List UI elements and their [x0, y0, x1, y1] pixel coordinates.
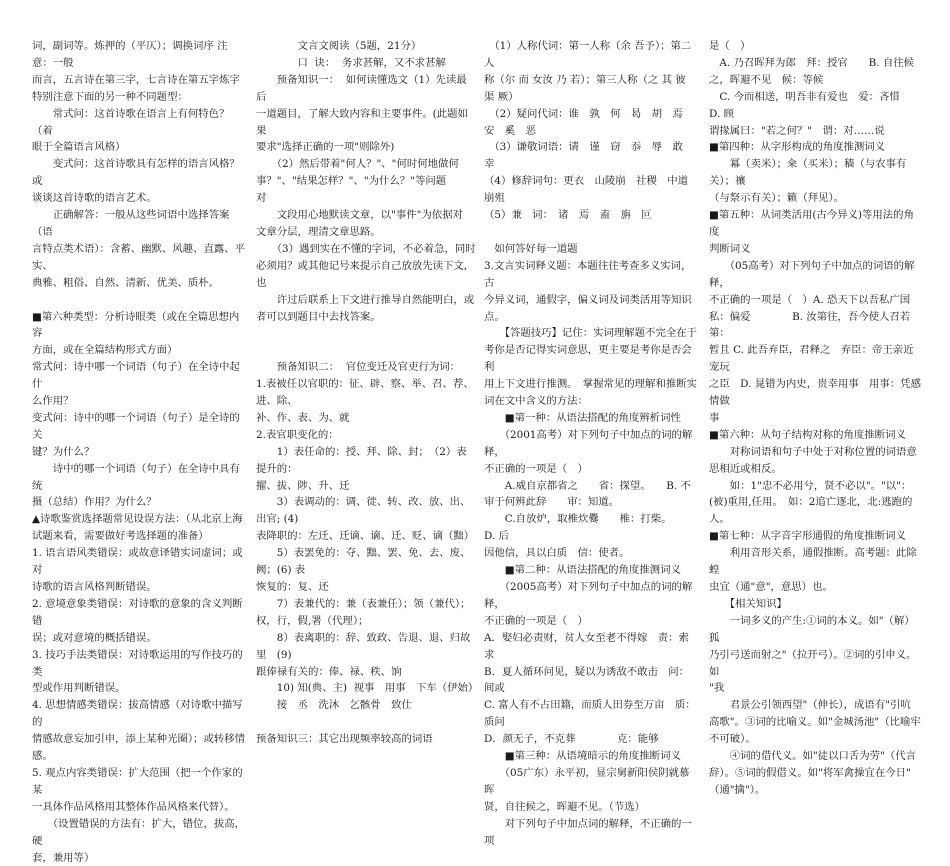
text-line: 特别注意下面的另一种不同题型： — [32, 89, 248, 106]
text-line: 言特点类术语）：含蓄、幽默、风趣、直露、平实、 — [32, 241, 248, 275]
text-line: （2001高考）对下列句子中加点的词的解释， — [484, 427, 698, 461]
text-line: 一具体作品风格用其整体作品风格来代替）。 — [32, 799, 248, 816]
text-line: 乃引弓送而射之"（拉开弓）。②词的引申义。如 — [709, 647, 921, 681]
text-column-1 — [32, 38, 248, 866]
text-line: C.自放炉，取椎炊爨 椎：打柴。 D. 后 — [484, 511, 698, 545]
text-line: 君景公引领西望"（伸长），成语有"引吭 — [709, 697, 921, 714]
text-line: 预备知识二： 官位变迁及官吏行为词： — [256, 359, 476, 376]
text-line: (被)重用,任用。 如：2追亡逐北，北:逃跑的人。 — [709, 494, 921, 528]
text-line: 如：1"忠不必用兮，贤不必以"。"以"： — [709, 478, 921, 495]
text-line: 虫宜（通"意"，意思）也。 — [709, 579, 921, 596]
text-line: 用上下文进行推测。 掌握常见的理解和推断实 — [484, 376, 698, 393]
text-line: 文言文阅读（5题，21分） — [256, 38, 476, 55]
text-line: 因他信，具以白质 信：使者。 — [484, 545, 698, 562]
text-line: 高歌"。③词的比喻义。如"金城汤池"（比喻牢 — [709, 714, 921, 731]
text-line: 预备知识一： 如何读懂选文（1）先读最后 — [256, 72, 476, 106]
text-column-3 — [484, 38, 698, 850]
text-line: C. 今而相送，明吾非有爱也 爱：吝惜 D. 顾 — [709, 89, 921, 123]
text-line: ■第三种：从语境暗示的角度推断词义 — [484, 748, 698, 765]
text-line: （与祭示有关）；籁（拜见）。 — [709, 190, 921, 207]
text-line: ■第七种：从字音字形通假的角度推断词义 — [709, 528, 921, 545]
text-line: 谈谈这首诗歌的语言艺术。 — [32, 190, 248, 207]
text-line: 考你是否记得实词意思，更主要是考你是否会利 — [484, 342, 698, 376]
text-line: A.威自京都省之 省：探望。 B. 不 — [484, 478, 698, 495]
text-line: 判断词义 — [709, 241, 921, 258]
text-line: 5）表罢免的：夺、黜、罢、免、去、废、阙；(6) 表 — [256, 545, 476, 579]
text-line: 权，行，假,署（代理）； — [256, 613, 476, 630]
text-line: 谓掾属曰："若之何？" 谓：对……说 — [709, 123, 921, 140]
text-line: 不可破）。 — [709, 731, 921, 748]
text-line — [484, 224, 698, 241]
text-line: 【答题技巧】记住：实词理解题不完全在于 — [484, 325, 698, 342]
text-line: （2）疑问代词：谁 孰 何 曷 胡 焉 — [484, 106, 698, 123]
text-line — [256, 342, 476, 359]
text-line: A．娶妇必责财，贫人女至老不得嫁 责：索求 — [484, 630, 698, 664]
text-line: 冪（卖米）；籴（买米）；穑（与农事有关）；禳 — [709, 156, 921, 190]
text-line: 事？"、"结果怎样？"、"为什么？"等问题 — [256, 173, 476, 190]
text-line: C. 富人有不占田籍，而质人田券至万亩 质：质问 — [484, 697, 698, 731]
text-line: 变式问：诗中的哪一个词语（句子）是全诗的关 — [32, 410, 248, 444]
text-line: 诗中的哪一个词语（句子）在全诗中具有统 — [32, 461, 248, 495]
text-line: 利用音形关系，通假推断。高考题：此除蝗 — [709, 545, 921, 579]
text-line: （通"擒"）。 — [709, 782, 921, 799]
text-line: 思相近或相反。 — [709, 461, 921, 478]
text-line: 一词多义的产生:①词的本义。如"（解）狐 — [709, 613, 921, 647]
text-line: 跟俸禄有关的：俸、禄、秩、饷 — [256, 664, 476, 681]
text-line: （2）然后带着"何人？"、"何时何地做何 — [256, 156, 476, 173]
text-line: （05广东）永平初，显宗舅新阳侯阴就慕晖 — [484, 765, 698, 799]
text-line: 不正确的一项是（ ） — [484, 461, 698, 478]
text-line: 误；或对意境的概括错误。 — [32, 630, 248, 647]
text-line: ■第四种：从字形构成的角度推测词义 — [709, 139, 921, 156]
text-line: 5. 观点内容类错误：扩大范围（把一个作家的某 — [32, 765, 248, 799]
text-line: 而言，五言诗在第三字，七言诗在第五字炼字 — [32, 72, 248, 89]
text-line: 暂且 C. 此吾弃臣，君释之 弃臣：帝王亲近宠玩 — [709, 342, 921, 376]
text-line: ■第六种：从句子结构对称的角度推断词义 — [709, 427, 921, 444]
text-line: 7）表兼代的：兼（表兼任）；领（兼代）； — [256, 596, 476, 613]
text-line: 键？为什么？ — [32, 444, 248, 461]
text-line: 接 丞 洗沐 乞骸骨 致仕 — [256, 697, 476, 714]
text-line: 辞）。⑤词的假借义。如"将军禽操宜在今日" — [709, 765, 921, 782]
text-line: ▲诗歌鉴赏选择题常见设误方法：（从北京上海 — [32, 511, 248, 528]
text-line: 摄（总结）作用？为什么？ — [32, 494, 248, 511]
text-line: 8）表离职的：辞、致政、告退、退、归故里 (9) — [256, 630, 476, 664]
text-line: 2. 意境意象类错误：对诗歌的意象的含义判断错 — [32, 596, 248, 630]
text-line: 情感故意妄加引申，添上某种光圈）；或转移情感。 — [32, 731, 248, 765]
text-line: 是（ ） — [709, 38, 921, 55]
text-line: （05高考）对下列句子中加点的词语的解释， — [709, 258, 921, 292]
text-line: ■第一种：从语法搭配的角度辨析词性 — [484, 410, 698, 427]
text-line: 一道题目，了解大致内容和主要事件。(此题如果 — [256, 106, 476, 140]
text-line: 常式问：这首诗歌在语言上有何特色？（着 — [32, 106, 248, 140]
text-line: 表降职的：左迁、迁谪、谪、迁、贬、谪（黜） — [256, 528, 476, 545]
text-line: 也 — [256, 275, 476, 292]
text-line: 许过后联系上下文进行推导自然能明白，或 — [256, 292, 476, 309]
text-line: ■第二种：从语法搭配的角度推测词义 — [484, 562, 698, 579]
text-column-2 — [256, 38, 476, 748]
text-line: "我 — [709, 680, 921, 697]
text-line: 贤，自往候之，晖避不见。（节选） — [484, 799, 698, 816]
text-line: 1.表被任以官职的：征、辟、察、举、召、荐、进、除、 — [256, 376, 476, 410]
text-line: B．夏人循环问见，疑以为诱敌不敢击 问：间或 — [484, 664, 698, 698]
text-line: ④词的借代义。如"徒以口舌为劳"（代言 — [709, 748, 921, 765]
text-line: 方面，或在全篇结构形式方面） — [32, 342, 248, 359]
text-column-4 — [709, 38, 921, 799]
text-line: 【相关知识】 — [709, 596, 921, 613]
text-line: 要求"选择正确的一项"则除外) — [256, 139, 476, 156]
text-line: 幸 — [484, 156, 698, 173]
text-line: 10) 知(典、主) 视事 用事 下车（伊始） — [256, 680, 476, 697]
text-line: 试题来看，需要做好考选择题的准备） — [32, 528, 248, 545]
text-line: 擢、拔、陟、升、迁 — [256, 478, 476, 495]
text-line: 文章分层，理清文章思路。 — [256, 224, 476, 241]
text-line: 3.文言实词释义题：本题往往考查多义实词，古 — [484, 258, 698, 292]
text-line: 型或作用判断错误。 — [32, 680, 248, 697]
text-line: 恢复的：复、还 — [256, 579, 476, 596]
text-line: 正确解答：一般从这些词语中选择答案（语 — [32, 207, 248, 241]
text-line: （2005高考）对下列句子中加点的词的解释， — [484, 579, 698, 613]
text-line: 常式问：诗中哪一个词语（句子）在全诗中起什 — [32, 359, 248, 393]
text-line: D．颜无子，不克葬 克：能够 — [484, 731, 698, 748]
text-line: 事 — [709, 410, 921, 427]
text-line: 对称词语和句子中处于对称位置的词语意 — [709, 444, 921, 461]
text-line: 对 — [256, 190, 476, 207]
text-line: A. 乃召晖拜为郎 拜：授官 B. 自往候 — [709, 55, 921, 72]
text-line: 补、作、表、为、就 — [256, 410, 476, 427]
text-line: 不正确的一项是（ ）A. 恐天下以吾私广国 — [709, 292, 921, 309]
text-line: 套，兼用等） — [32, 850, 248, 866]
text-line: 眼于全篇语言风格） — [32, 139, 248, 156]
text-line: （设置错误的方法有：扩大，错位，拔高，硬 — [32, 816, 248, 850]
text-line: （3）遇到实在不懂的字词，不必着急，同时 — [256, 241, 476, 258]
text-line: 词，副词等。炼押的（平仄）；调换词序 注意：一般 — [32, 38, 248, 72]
text-line: 典雅、粗俗、自然、清新、优美、质朴。 — [32, 275, 248, 292]
text-line: 变式问：这首诗歌具有怎样的语言风格？或 — [32, 156, 248, 190]
text-line: 1）表任命的：授、拜、除、封； （2）表提升的： — [256, 444, 476, 478]
text-line — [256, 325, 476, 342]
text-line: 之臣 D. 晁错为内史，贵幸用事 用事：凭感情做 — [709, 376, 921, 410]
text-line: 1. 语言语风类错误：或故意译错实词虚词；或对 — [32, 545, 248, 579]
text-line: 口 诀： 务求甚解，又不求甚解 — [256, 55, 476, 72]
text-line: 诗歌的语言风格判断错误。 — [32, 579, 248, 596]
text-line: 文段用心地默读文章，以"事件"为依据对 — [256, 207, 476, 224]
text-line: 3）表调动的：调、徙、转、改、放、出、出官; (4) — [256, 494, 476, 528]
text-line — [256, 714, 476, 731]
text-line: ■第五种：从词类活用(古今异义)等用法的角度 — [709, 207, 921, 241]
text-line: 对下列句子中加点词的解释，不正确的一项 — [484, 816, 698, 850]
text-line — [32, 292, 248, 309]
text-line: 之，晖避不见 候：等候 — [709, 72, 921, 89]
text-line: 不正确的一项是（ ） — [484, 613, 698, 630]
text-line: 如何答好每一道题 — [484, 241, 698, 258]
text-line: 安 奚 恶 — [484, 123, 698, 140]
text-line: 4. 思想情感类错误：拔高情感（对诗歌中描写的 — [32, 697, 248, 731]
text-line: （4）修辞词句：更衣 山陵崩 社稷 中道崩殂 — [484, 173, 698, 207]
text-line: 词在文中含义的方法： — [484, 393, 698, 410]
text-line: 者可以到题目中去找答案。 — [256, 309, 476, 326]
text-line: （1）人称代词：第一人称（余 吾予）；第二人 — [484, 38, 698, 72]
text-line: 预备知识三：其它出现频率较高的词语 — [256, 731, 476, 748]
text-line: 今异义词，通假字，偏义词及词类活用等知识点。 — [484, 292, 698, 326]
text-line: （3）谦敬词语：请 谨 窃 忝 辱 敢 — [484, 139, 698, 156]
text-line: ■第六种类型：分析诗眼类（或在全篇思想内容 — [32, 309, 248, 343]
text-line: 必须用？或其他记号来提示自己放放先读下文， — [256, 258, 476, 275]
text-line: 称（尔 而 女汝 乃 若）；第三人称（之 其 彼 渠 厥） — [484, 72, 698, 106]
text-line: 么作用？ — [32, 393, 248, 410]
text-line: 3. 技巧手法类错误：对诗歌运用的写作技巧的类 — [32, 647, 248, 681]
text-line: （5）兼 词： 诸 焉 盍 旃 叵 — [484, 207, 698, 224]
text-line: 审于何辨此辞 审：知道。 — [484, 494, 698, 511]
text-line: 2.表官职变化的： — [256, 427, 476, 444]
text-line: 私：偏爱 B. 汝第往，吾今使人召若 第： — [709, 309, 921, 343]
